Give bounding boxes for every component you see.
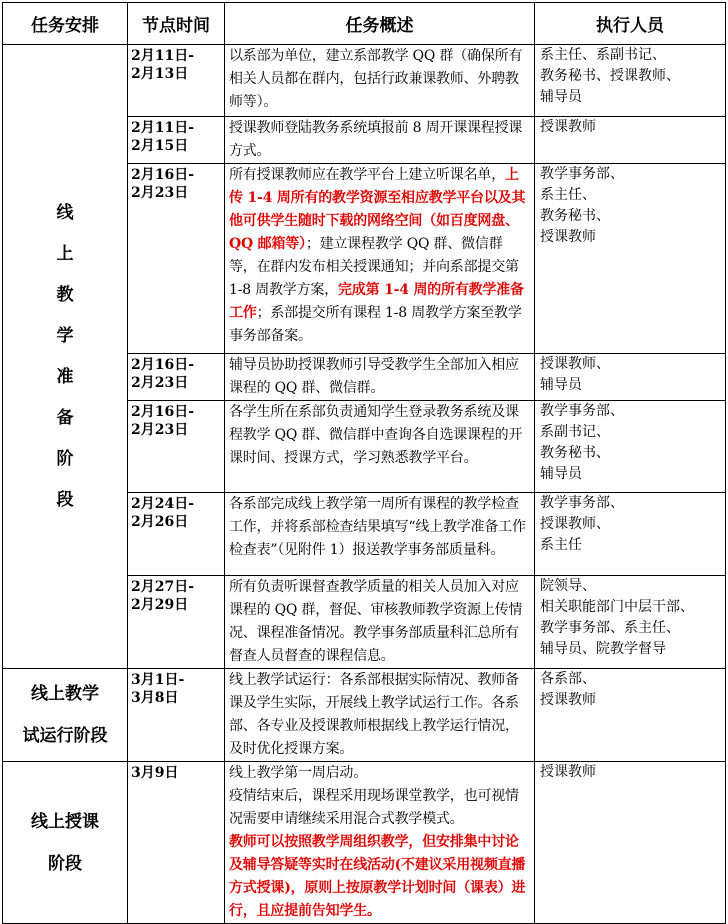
people-cell: 院领导、 相关职能部门中层干部、 教学事务部、系主任、 辅导员、院教学督导 [535,576,726,669]
people-cell: 授课教师、 辅导员 [535,354,726,401]
header-time: 节点时间 [128,3,225,45]
stage-online: 线上授课 阶段 [3,762,128,924]
task-cell: 线上教学第一周启动。 疫情结束后，课程采用现场课堂教学，也可视情况需要申请继续采用混合式教学模式。 教师可以按照教学周组织教学，但安排集中讨论及辅导答疑等实时在线活动(不建议采用视频直播方式授课)，原则上按原教学计划时间（课表）进行，且应提前告知学生。 [225,762,535,924]
time-cell: 2月24日- 2月26日 [128,493,225,576]
header-stage: 任务安排 [3,3,128,45]
task-cell: 所有负责听课督查教学质量的相关人员加入对应课程的 QQ 群，督促、审核教师教学资源上传情况、课程准备情况。教学事务部质量科汇总所有督查人员督查的课程信息。 [225,576,535,669]
task-cell: 所有授课教师应在教学平台上建立听课名单，上传 1-4 周所有的教学资源至相应教学平台以及其他可供学生随时下载的网络空间（如百度网盘、QQ 邮箱等）；建立课程教学 QQ 群、微信群等，在群内发布相关授课通知；并向系部提交第 1-8 周教学方案，完成第 1-4 周的所有教学准备工作；系部提交所有课程 1-8 周教学方案至教学事务部备案。 [225,164,535,354]
highlight-text: 完成第 1-4 周的所有教学准备工作 [229,282,524,321]
people-cell: 教学事务部、 系主任、 教务秘书、 授课教师 [535,164,726,354]
task-cell: 辅导员协助授课教师引导受教学生全部加入相应课程的 QQ 群、微信群。 [225,354,535,401]
table-row [3,45,726,117]
task-cell: 授课教师登陆教务系统填报前 8 周开课课程授课方式。 [225,117,535,164]
people-cell: 各系部、 授课教师 [535,669,726,762]
time-cell: 2月11日- 2月13日 [128,45,225,117]
time-cell: 3月1日- 3月8日 [128,669,225,762]
time-cell: 2月16日- 2月23日 [128,164,225,354]
time-cell: 2月11日- 2月15日 [128,117,225,164]
highlight-text: 教师可以按照教学周组织教学，但安排集中讨论及辅导答疑等实时在线活动(不建议采用视频直播方式授课)，原则上按原教学计划时间（课表）进行，且应提前告知学生。 [229,834,526,919]
stage-trial: 线上教学 试运行阶段 [3,669,128,762]
table-row [3,669,726,762]
time-cell: 2月16日- 2月23日 [128,354,225,401]
people-cell: 教学事务部、 授课教师、 系主任 [535,493,726,576]
table-row [3,762,726,924]
header-task: 任务概述 [225,3,535,45]
header-people: 执行人员 [535,3,726,45]
task-cell: 各系部完成线上教学第一周所有课程的教学检查工作，并将系部检查结果填写“线上教学准备工作检查表”（见附件 1）报送教学事务部质量科。 [225,493,535,576]
people-cell: 系主任、系副书记、 教务秘书、授课教师、 辅导员 [535,45,726,117]
time-cell: 2月27日- 2月29日 [128,576,225,669]
people-cell: 授课教师 [535,762,726,924]
task-cell: 各学生所在系部负责通知学生登录教务系统及课程教学 QQ 群、微信群中查询各自选课课程的开课时间、授课方式，学习熟悉教学平台。 [225,401,535,493]
header-row [3,3,726,45]
task-cell: 以系部为单位，建立系部教学 QQ 群（确保所有相关人员都在群内，包括行政兼课教师、外聘教师等）。 [225,45,535,117]
stage-prep: 线 上 教 学 准 备 阶 段 [3,45,128,669]
highlight-text: 上传 1-4 周所有的教学资源至相应教学平台以及其他可供学生随时下载的网络空间（如百度网盘、QQ 邮箱等） [229,167,526,252]
time-cell: 3月9日 [128,762,225,924]
people-cell: 教学事务部、 系副书记、 教务秘书、 辅导员 [535,401,726,493]
schedule-table [2,2,726,924]
time-cell: 2月16日- 2月23日 [128,401,225,493]
people-cell: 授课教师 [535,117,726,164]
task-cell: 线上教学试运行：各系部根据实际情况、教师备课及学生实际，开展线上教学试运行工作。各系部、各专业及授课教师根据线上教学运行情况，及时优化授课方案。 [225,669,535,762]
